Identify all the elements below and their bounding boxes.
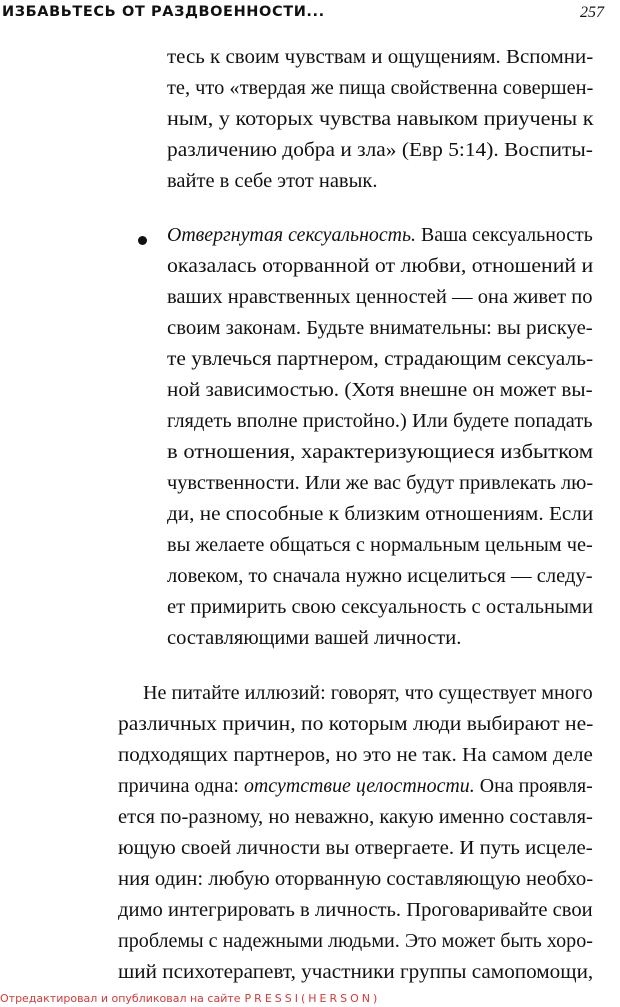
running-head <box>0 4 620 30</box>
page-number: 257 <box>580 4 604 21</box>
text-line: ния один: любую оторванную составляющую необхо- <box>118 868 594 890</box>
text-line: ловеком, то сначала нужно исцелиться — следу- <box>167 565 593 587</box>
text-line: различению добра и зла» (Евр 5:14). Воспиты- <box>167 139 593 161</box>
bullet-first-line-rest: Ваша сексуальность <box>415 224 593 246</box>
text-line: ший психотерапевт, участники группы самопомощи, <box>118 961 594 983</box>
text-line: те увлечься партнером, страдающим сексуаль- <box>167 348 594 370</box>
text-line: чувственности. Или же вас будут привлекать лю- <box>167 472 594 494</box>
text-line-mixed <box>118 773 593 799</box>
bullet-dot-icon <box>138 236 147 245</box>
text-line: ваших нравственных ценностей — она живет по <box>167 286 593 308</box>
text-line: подходящих партнеров, но это не так. На самом деле <box>118 744 593 766</box>
footer-site-name: PRESSI(HERSON) <box>244 992 381 1005</box>
emphasis-italic: отсутствие целостности. <box>243 775 475 797</box>
text-segment: причина одна: <box>118 775 244 797</box>
text-line: ющую своей личности вы отвергаете. И путь исцеле- <box>118 837 593 859</box>
text-line: тесь к своим чувствам и ощущениям. Вспомни- <box>167 46 594 68</box>
text-line: Не питайте иллюзий: говорят, что существует много <box>143 682 593 704</box>
text-line: вайте в себе этот навык. <box>167 170 378 192</box>
bullet-lead-italic: Отвергнутая сексуальность. <box>167 224 416 246</box>
bullet-first-line <box>167 222 593 248</box>
footer-credit <box>0 992 620 1005</box>
text-line: составляющими вашей личности. <box>167 627 462 649</box>
text-line: вы желаете общаться с нормальным цельным че- <box>167 534 593 556</box>
text-line: димо интегрировать в личность. Проговаривайте свои <box>118 899 593 921</box>
text-line: различных причин, по которым люди выбирают не- <box>118 713 594 735</box>
text-segment: Она проявля- <box>474 775 593 797</box>
text-line: ет примирить свою сексуальность с остальными <box>167 596 593 618</box>
text-line: глядеть вполне пристойно.) Или будете попадать <box>167 410 593 432</box>
text-line: те, что «твердая же пища свойственна совершен- <box>167 77 594 99</box>
footer-label: Отредактировал и опубликовал на сайте <box>0 992 241 1005</box>
text-line: проблемы с надежными людьми. Это может быть хоро- <box>118 930 593 952</box>
text-line: оказалась оторванной от любви, отношений и <box>167 255 594 277</box>
text-line: ется по-разному, но неважно, какую именно составля- <box>118 806 593 828</box>
text-line: ной зависимостью. (Хотя внешне он может вы- <box>167 379 593 401</box>
running-title: ИЗБАВЬТЕСЬ ОТ РАЗДВОЕННОСТИ... <box>2 4 325 20</box>
text-line: в отношения, характеризующиеся избытком <box>167 441 594 463</box>
text-line: своим законам. Будьте внимательны: вы рискуе- <box>167 317 593 339</box>
text-line: ным, у которых чувства навыком приучены к <box>167 108 594 130</box>
text-line: ди, не способные к близким отношениям. Если <box>167 503 594 525</box>
